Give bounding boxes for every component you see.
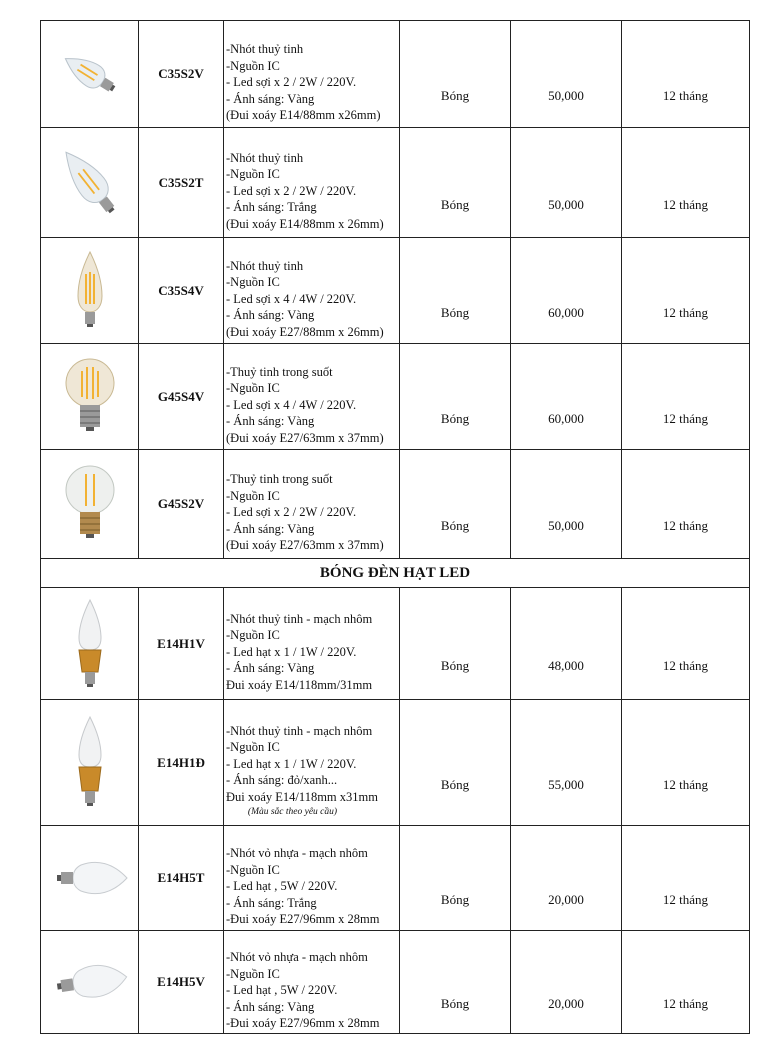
table-row [41, 450, 750, 559]
spec-line: - Ánh sáng: Vàng [226, 91, 315, 106]
spec-line: (Đui xoáy E27/63mm x 37mm) [226, 430, 384, 445]
unit-cell: Bóng [400, 450, 511, 559]
spec-line: -Đui xoáy E27/96mm x 28mm [226, 1016, 380, 1031]
price-cell: 50,000 [511, 450, 622, 559]
spec-line: -Thuỷ tinh trong suốt [226, 364, 333, 379]
warranty-cell: 12 tháng [622, 450, 750, 559]
warranty-cell: 12 tháng [622, 344, 750, 450]
unit-cell: Bóng [400, 700, 511, 826]
table-row [41, 344, 750, 450]
product-image [41, 826, 139, 931]
warranty-cell: 12 tháng [622, 826, 750, 931]
candle-filament-bulb-icon [60, 246, 120, 336]
spec-line: - Led hạt , 5W / 220V. [226, 983, 338, 998]
product-image [41, 21, 139, 128]
spec-line: -Nguồn IC [226, 275, 280, 290]
warranty-cell: 12 tháng [622, 128, 750, 238]
globe-filament-bulb-icon [58, 460, 122, 548]
spec-line: -Nhót thuỷ tinh [226, 258, 304, 273]
price-cell: 60,000 [511, 344, 622, 450]
table-row [41, 700, 750, 826]
table-row [41, 238, 750, 344]
table-row [41, 826, 750, 931]
spec-line: Đui xoáy E14/118mm x31mm [226, 789, 378, 804]
warranty-cell: 12 tháng [622, 588, 750, 700]
spec-line: (Đui xoáy E14/88mm x 26mm) [226, 216, 384, 231]
product-description [224, 238, 400, 344]
table-row [41, 931, 750, 1034]
table-row [41, 21, 750, 128]
product-code: G45S4V [139, 344, 224, 450]
spec-line: -Nhót thuỷ tinh [226, 150, 304, 165]
candle-led-gold-bulb-icon [65, 713, 115, 813]
product-code: C35S2T [139, 128, 224, 238]
spec-line: -Nguồn IC [226, 740, 280, 755]
color-note: (Màu sắc theo yêu cầu) [247, 807, 338, 818]
candle-led-gold-bulb-icon [65, 596, 115, 692]
spec-line: - Led hạt x 1 / 1W / 220V. [226, 756, 357, 771]
globe-filament-bulb-icon [58, 353, 122, 441]
product-image [41, 931, 139, 1034]
spec-line: -Đui xoáy E27/96mm x 28mm [226, 912, 380, 927]
warranty-cell: 12 tháng [622, 700, 750, 826]
unit-cell: Bóng [400, 931, 511, 1034]
spec-line: - Ánh sáng: Vàng [226, 308, 315, 323]
spec-line: - Led sợi x 2 / 2W / 220V. [226, 505, 357, 520]
product-description [224, 344, 400, 450]
spec-line: -Nguồn IC [226, 966, 280, 981]
product-description [224, 931, 400, 1034]
product-image [41, 700, 139, 826]
spec-line: -Nguồn IC [226, 628, 280, 643]
product-description [224, 450, 400, 559]
unit-cell: Bóng [400, 238, 511, 344]
spec-line: - Ánh sáng: Vàng [226, 414, 315, 429]
spec-line: (Đui xoáy E27/63mm x 37mm) [226, 538, 384, 553]
spec-line: -Nguồn IC [226, 167, 280, 182]
unit-cell: Bóng [400, 588, 511, 700]
warranty-cell: 12 tháng [622, 21, 750, 128]
spec-line: - Led sợi x 2 / 2W / 220V. [226, 183, 357, 198]
price-cell: 60,000 [511, 238, 622, 344]
candle-filament-bulb-icon [46, 39, 134, 109]
spec-line: (Đui xoáy E14/88mm x26mm) [226, 108, 381, 123]
spec-line: -Nguồn IC [226, 381, 280, 396]
product-code: E14H5V [139, 931, 224, 1034]
product-image [41, 588, 139, 700]
spec-line: - Ánh sáng: đỏ/xanh... [226, 773, 338, 788]
candle-filament-bulb-icon [46, 138, 134, 228]
price-cell: 20,000 [511, 931, 622, 1034]
product-code: C35S4V [139, 238, 224, 344]
product-description [224, 826, 400, 931]
spec-line: - Led hạt , 5W / 220V. [226, 879, 338, 894]
candle-plastic-bulb-icon [47, 851, 133, 905]
unit-cell: Bóng [400, 128, 511, 238]
spec-line: -Nguồn IC [226, 488, 280, 503]
spec-line: -Thuỷ tinh trong suốt [226, 472, 333, 487]
product-description [224, 21, 400, 128]
spec-line: - Led hạt x 1 / 1W / 220V. [226, 644, 357, 659]
spec-line: - Led sợi x 4 / 4W / 220V. [226, 397, 357, 412]
spec-line: - Ánh sáng: Vàng [226, 661, 315, 676]
spec-line: -Nhót thuỷ tinh [226, 42, 304, 57]
unit-cell: Bóng [400, 344, 511, 450]
product-image [41, 128, 139, 238]
product-description [224, 588, 400, 700]
spec-line: - Led sợi x 4 / 4W / 220V. [226, 291, 357, 306]
spec-line: Đui xoáy E14/118mm/31mm [226, 677, 373, 692]
spec-line: -Nhót vỏ nhựa - mạch nhôm [226, 950, 368, 965]
product-image [41, 344, 139, 450]
price-cell: 55,000 [511, 700, 622, 826]
section-title: BÓNG ĐÈN HẠT LED [41, 559, 750, 588]
product-code: E14H1V [139, 588, 224, 700]
price-table [40, 20, 750, 1034]
table-row [41, 128, 750, 238]
price-cell: 50,000 [511, 21, 622, 128]
product-image [41, 450, 139, 559]
spec-line: (Đui xoáy E27/88mm x 26mm) [226, 324, 384, 339]
spec-line: -Nhót thuỷ tinh - mạch nhôm [226, 723, 373, 738]
spec-line: - Ánh sáng: Vàng [226, 999, 315, 1014]
spec-line: -Nhót thuỷ tinh - mạch nhôm [226, 611, 373, 626]
unit-cell: Bóng [400, 21, 511, 128]
warranty-cell: 12 tháng [622, 238, 750, 344]
spec-line: - Ánh sáng: Trắng [226, 895, 317, 910]
candle-plastic-bulb-icon [47, 955, 133, 1009]
product-code: C35S2V [139, 21, 224, 128]
unit-cell: Bóng [400, 826, 511, 931]
product-description [224, 700, 400, 826]
price-cell: 50,000 [511, 128, 622, 238]
spec-line: -Nguồn IC [226, 862, 280, 877]
product-image [41, 238, 139, 344]
warranty-cell: 12 tháng [622, 931, 750, 1034]
spec-line: - Led sợi x 2 / 2W / 220V. [226, 75, 357, 90]
product-code: E14H5T [139, 826, 224, 931]
price-cell: 48,000 [511, 588, 622, 700]
product-code: G45S2V [139, 450, 224, 559]
spec-line: - Ánh sáng: Trắng [226, 200, 317, 215]
table-row [41, 588, 750, 700]
spec-line: -Nguồn IC [226, 58, 280, 73]
spec-line: - Ánh sáng: Vàng [226, 521, 315, 536]
product-code: E14H1Đ [139, 700, 224, 826]
product-description [224, 128, 400, 238]
spec-line: -Nhót vỏ nhựa - mạch nhôm [226, 846, 368, 861]
section-header-row [41, 559, 750, 588]
price-cell: 20,000 [511, 826, 622, 931]
